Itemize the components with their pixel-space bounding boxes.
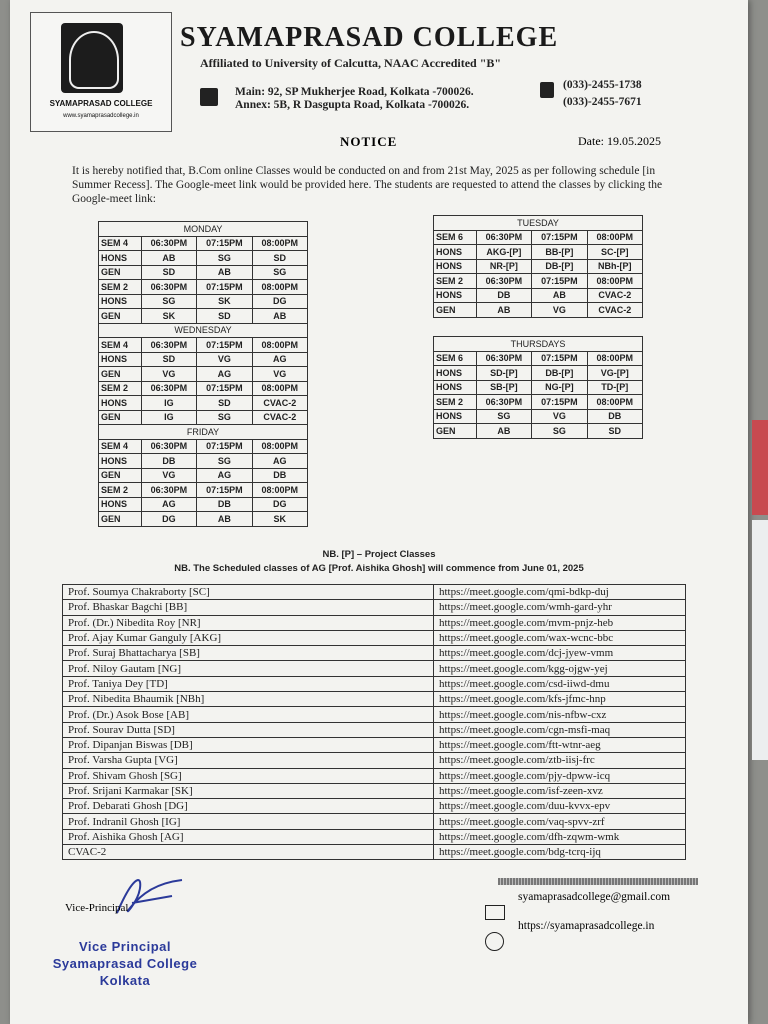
schedule-row [99, 251, 308, 266]
schedule-cell: 08:00PM [252, 236, 307, 251]
professor-name: Prof. Niloy Gautam [NG] [63, 661, 434, 676]
professor-row [63, 814, 686, 829]
professor-name: Prof. Taniya Dey [TD] [63, 676, 434, 691]
notice-date: Date: 19.05.2025 [578, 134, 661, 148]
schedule-cell: AB [141, 251, 196, 266]
row-label: HONS [99, 396, 142, 411]
meet-link[interactable]: https://meet.google.com/bdg-tcrq-ijq [434, 845, 686, 860]
schedule-cell: AB [197, 265, 252, 280]
row-label: SEM 6 [434, 230, 477, 245]
schedule-cell: SG [197, 410, 252, 425]
professor-name: Prof. Debarati Ghosh [DG] [63, 799, 434, 814]
schedule-row [99, 468, 308, 483]
schedule-cell: DG [141, 512, 196, 527]
schedule-left [98, 221, 308, 527]
professor-name: Prof. Bhaskar Bagchi [BB] [63, 600, 434, 615]
professor-row [63, 585, 686, 600]
phone-icon [540, 82, 554, 98]
schedule-cell: DB [252, 468, 307, 483]
schedule-cell: 07:15PM [197, 280, 252, 295]
meet-link[interactable]: https://meet.google.com/dcj-jyew-vmm [434, 646, 686, 661]
schedule-cell: 08:00PM [587, 274, 642, 289]
schedule-cell: AG [252, 454, 307, 469]
schedule-row [99, 381, 308, 396]
schedule-cell: VG [141, 367, 196, 382]
meet-link[interactable]: https://meet.google.com/wmh-gard-yhr [434, 600, 686, 615]
meet-link[interactable]: https://meet.google.com/qmi-bdkp-duj [434, 585, 686, 600]
row-label: SEM 4 [99, 439, 142, 454]
schedule-cell: 06:30PM [141, 236, 196, 251]
schedule-cell: AB [197, 512, 252, 527]
schedule-cell: AG [141, 497, 196, 512]
schedule-cell: 07:15PM [532, 230, 587, 245]
professor-row [63, 753, 686, 768]
meet-link[interactable]: https://meet.google.com/isf-zeen-xvz [434, 783, 686, 798]
schedule-cell: 07:15PM [532, 274, 587, 289]
meet-link[interactable]: https://meet.google.com/cgn-msfi-maq [434, 722, 686, 737]
schedule-cell: SK [197, 294, 252, 309]
schedule-cell: DB-[P] [532, 259, 587, 274]
notice-page [10, 0, 748, 1024]
row-label: GEN [99, 410, 142, 425]
meet-link[interactable]: https://meet.google.com/mvm-pnjz-heb [434, 615, 686, 630]
meet-link[interactable]: https://meet.google.com/dfh-zqwm-wmk [434, 829, 686, 844]
schedule-row [434, 380, 643, 395]
row-label: GEN [99, 309, 142, 324]
schedule-row [99, 309, 308, 324]
professor-row [63, 737, 686, 752]
schedule-row [434, 351, 643, 366]
professor-links [62, 584, 686, 860]
background-edge [752, 420, 768, 515]
row-label: SEM 2 [99, 483, 142, 498]
row-label: GEN [99, 265, 142, 280]
college-email[interactable]: syamaprasadcollege@gmail.com [518, 891, 671, 903]
row-label: HONS [99, 454, 142, 469]
professor-row [63, 707, 686, 722]
schedule-cell: SB-[P] [476, 380, 531, 395]
schedule-row [99, 439, 308, 454]
emblem-icon [61, 23, 123, 93]
professor-name: Prof. Dipanjan Biswas [DB] [63, 737, 434, 752]
schedule-row [434, 424, 643, 439]
row-label: GEN [99, 367, 142, 382]
schedule-row [99, 396, 308, 411]
professor-row [63, 676, 686, 691]
professor-row [63, 600, 686, 615]
professor-name: Prof. Varsha Gupta [VG] [63, 753, 434, 768]
schedule-cell: 08:00PM [587, 230, 642, 245]
phone-1: (033)-2455-1738 [563, 79, 642, 91]
schedule-cell: SK [141, 309, 196, 324]
schedule-row [99, 410, 308, 425]
annex-address: Annex: 5B, R Dasgupta Road, Kolkata -700026. [235, 99, 470, 111]
schedule-row [99, 280, 308, 295]
row-label: HONS [434, 259, 477, 274]
schedule-cell: 07:15PM [532, 351, 587, 366]
professor-row [63, 646, 686, 661]
schedule-cell: SG [532, 424, 587, 439]
location-icon [200, 88, 218, 106]
footer-bar [498, 878, 698, 885]
meet-link[interactable]: https://meet.google.com/pjy-dpww-icq [434, 768, 686, 783]
schedule-row [99, 236, 308, 251]
main-address: Main: 92, SP Mukherjee Road, Kolkata -700026. [235, 86, 474, 98]
schedule-cell: SG [252, 265, 307, 280]
schedule-cell: DB-[P] [532, 366, 587, 381]
professor-name: Prof. Indranil Ghosh [IG] [63, 814, 434, 829]
schedule-cell: SG [141, 294, 196, 309]
row-label: SEM 4 [99, 236, 142, 251]
row-label: HONS [434, 409, 477, 424]
schedule-cell: CVAC-2 [252, 396, 307, 411]
professor-name: Prof. (Dr.) Nibedita Roy [NR] [63, 615, 434, 630]
schedule-cell: AB [252, 309, 307, 324]
schedule-cell: CVAC-2 [587, 288, 642, 303]
schedule-cell: AG [252, 352, 307, 367]
schedule-cell: DB [141, 454, 196, 469]
schedule-row [99, 367, 308, 382]
row-label: SEM 6 [434, 351, 477, 366]
schedule-cell: 07:15PM [197, 338, 252, 353]
schedule-cell: SD [141, 265, 196, 280]
note-project: NB. [P] – Project Classes [322, 549, 436, 560]
professor-row [63, 692, 686, 707]
schedule-cell: DB [587, 409, 642, 424]
professor-name: Prof. Srijani Karmakar [SK] [63, 783, 434, 798]
schedule-cell: DG [252, 497, 307, 512]
schedule-cell: CVAC-2 [252, 410, 307, 425]
professor-name: Prof. Soumya Chakraborty [SC] [63, 585, 434, 600]
professor-row [63, 615, 686, 630]
schedule-cell: 06:30PM [476, 395, 531, 410]
day-header: WEDNESDAY [99, 323, 308, 338]
logo-caption: SYAMAPRASAD COLLEGE [49, 99, 153, 108]
schedule-cell: AKG-[P] [476, 245, 531, 260]
schedule-cell: SD [587, 424, 642, 439]
row-label: GEN [434, 424, 477, 439]
professor-name: Prof. Ajay Kumar Ganguly [AKG] [63, 630, 434, 645]
schedule-row [434, 366, 643, 381]
schedule-cell: VG [197, 352, 252, 367]
schedule-cell: SG [476, 409, 531, 424]
meet-link[interactable]: https://meet.google.com/duu-kvvx-epv [434, 799, 686, 814]
schedule-row [434, 230, 643, 245]
row-label: HONS [434, 366, 477, 381]
row-label: HONS [434, 288, 477, 303]
professor-row [63, 783, 686, 798]
schedule-cell: AB [476, 424, 531, 439]
row-label: SEM 2 [99, 381, 142, 396]
row-label: HONS [99, 497, 142, 512]
row-label: HONS [434, 245, 477, 260]
schedule-cell: VG [532, 303, 587, 318]
schedule-row [99, 483, 308, 498]
schedule-row [434, 395, 643, 410]
schedule-cell: 08:00PM [587, 395, 642, 410]
professor-name: Prof. (Dr.) Asok Bose [AB] [63, 707, 434, 722]
professor-row [63, 829, 686, 844]
schedule-cell: 08:00PM [587, 351, 642, 366]
row-label: SEM 2 [99, 280, 142, 295]
schedule-cell: SD [197, 309, 252, 324]
row-label: HONS [99, 352, 142, 367]
professor-name: Prof. Aishika Ghosh [AG] [63, 829, 434, 844]
row-label: HONS [99, 294, 142, 309]
row-label: SEM 4 [99, 338, 142, 353]
schedule-cell: NBh-[P] [587, 259, 642, 274]
schedule-cell: NR-[P] [476, 259, 531, 274]
schedule-cell: AG [197, 367, 252, 382]
professor-row [63, 845, 686, 860]
schedule-cell: 06:30PM [141, 439, 196, 454]
schedule-cell: AB [532, 288, 587, 303]
row-label: GEN [99, 468, 142, 483]
professor-row [63, 722, 686, 737]
schedule-cell: 08:00PM [252, 338, 307, 353]
schedule-cell: 07:15PM [532, 395, 587, 410]
schedule-cell: BB-[P] [532, 245, 587, 260]
professor-name: Prof. Shivam Ghosh [SG] [63, 768, 434, 783]
schedule-row [434, 303, 643, 318]
professor-row [63, 661, 686, 676]
day-header: THURSDAYS [434, 337, 643, 352]
stamp-line-2: Syamaprasad College [52, 956, 198, 971]
schedule-row [99, 265, 308, 280]
day-header: FRIDAY [99, 425, 308, 440]
schedule-cell: VG-[P] [587, 366, 642, 381]
schedule-cell: 07:15PM [197, 483, 252, 498]
meet-link[interactable]: https://meet.google.com/vaq-spvv-zrf [434, 814, 686, 829]
row-label: HONS [99, 251, 142, 266]
college-logo [30, 12, 172, 132]
schedule-row [99, 294, 308, 309]
schedule-cell: VG [252, 367, 307, 382]
meet-link[interactable]: https://meet.google.com/kfs-jfmc-hnp [434, 692, 686, 707]
row-label: GEN [434, 303, 477, 318]
schedule-cell: SD [141, 352, 196, 367]
schedule-cell: AG [197, 468, 252, 483]
schedule-cell: VG [532, 409, 587, 424]
professor-row [63, 768, 686, 783]
day-header: MONDAY [99, 222, 308, 237]
schedule-cell: SG [197, 454, 252, 469]
schedule-cell: TD-[P] [587, 380, 642, 395]
schedule-cell: 06:30PM [141, 338, 196, 353]
schedule-row [434, 288, 643, 303]
professor-row [63, 630, 686, 645]
schedule-cell: NG-[P] [532, 380, 587, 395]
schedule-cell: 07:15PM [197, 439, 252, 454]
schedule-cell: 06:30PM [141, 280, 196, 295]
professor-name: Prof. Suraj Bhattacharya [SB] [63, 646, 434, 661]
schedule-cell: 06:30PM [476, 274, 531, 289]
schedule-cell: SG [197, 251, 252, 266]
note-ag: NB. The Scheduled classes of AG [Prof. Aishika Ghosh] will commence from June 01, 2025 [174, 563, 584, 574]
professor-name: CVAC-2 [63, 845, 434, 860]
schedule-cell: SC-[P] [587, 245, 642, 260]
college-website[interactable]: https://syamaprasadcollege.in [518, 920, 655, 932]
stamp-line-1: Vice Principal [78, 939, 172, 954]
professor-name: Prof. Sourav Dutta [SD] [63, 722, 434, 737]
schedule-cell: SD [197, 396, 252, 411]
row-label: GEN [99, 512, 142, 527]
row-label: SEM 2 [434, 274, 477, 289]
schedule-cell: DB [476, 288, 531, 303]
mail-icon [485, 905, 505, 920]
signature [102, 868, 192, 928]
affiliation: Affiliated to University of Calcutta, NAAC Accredited "B" [200, 56, 502, 70]
schedule-row [434, 409, 643, 424]
college-name: SYAMAPRASAD COLLEGE [180, 22, 559, 53]
meet-link[interactable]: https://meet.google.com/wax-wcnc-bbc [434, 630, 686, 645]
notice-intro: It is hereby notified that, B.Com online Classes would be conducted on and from 21st May, 2025 as per following schedule [in Summer Recess]. The Google-meet link would be provided here. The students are requested to attend the classes by clicking the Google-meet link: [72, 165, 663, 205]
schedule-row [434, 274, 643, 289]
schedule-row [434, 245, 643, 260]
schedule-cell: 06:30PM [141, 381, 196, 396]
meet-link[interactable]: https://meet.google.com/ftt-wtnr-aeg [434, 737, 686, 752]
schedule-cell: CVAC-2 [587, 303, 642, 318]
row-label: HONS [434, 380, 477, 395]
schedule-row [434, 259, 643, 274]
schedule-cell: SD [252, 251, 307, 266]
meet-link[interactable]: https://meet.google.com/csd-iiwd-dmu [434, 676, 686, 691]
schedule-cell: 06:30PM [476, 230, 531, 245]
meet-link[interactable]: https://meet.google.com/kgg-ojgw-yej [434, 661, 686, 676]
schedule-cell: SD-[P] [476, 366, 531, 381]
schedule-cell: 06:30PM [141, 483, 196, 498]
stamp-line-3: Kolkata [99, 973, 151, 988]
schedule-row [99, 512, 308, 527]
schedule-cell: 08:00PM [252, 381, 307, 396]
schedule-cell: 07:15PM [197, 381, 252, 396]
schedule-cell: DG [252, 294, 307, 309]
schedule-row [99, 497, 308, 512]
schedule-cell: DB [197, 497, 252, 512]
background-edge-lower [752, 520, 768, 760]
schedule-row [99, 454, 308, 469]
schedule-cell: VG [141, 468, 196, 483]
schedule-row [99, 338, 308, 353]
schedule-tuesday [433, 215, 643, 318]
phone-2: (033)-2455-7671 [563, 96, 642, 108]
schedule-cell: 07:15PM [197, 236, 252, 251]
signature-label: Vice-Principal [65, 902, 129, 914]
globe-icon [485, 932, 504, 951]
official-stamp [50, 938, 200, 989]
row-label: SEM 2 [434, 395, 477, 410]
logo-url: www.syamaprasadcollege.in [63, 113, 139, 119]
schedule-cell: 08:00PM [252, 439, 307, 454]
professor-name: Prof. Nibedita Bhaumik [NBh] [63, 692, 434, 707]
professor-row [63, 799, 686, 814]
schedule-row [99, 352, 308, 367]
meet-link[interactable]: https://meet.google.com/nis-nfbw-cxz [434, 707, 686, 722]
meet-link[interactable]: https://meet.google.com/ztb-iisj-frc [434, 753, 686, 768]
schedule-thursday [433, 336, 643, 439]
schedule-cell: IG [141, 396, 196, 411]
schedule-cell: 06:30PM [476, 351, 531, 366]
schedule-cell: SK [252, 512, 307, 527]
day-header: TUESDAY [434, 216, 643, 231]
notice-title: NOTICE [340, 134, 398, 149]
schedule-cell: 08:00PM [252, 280, 307, 295]
schedule-cell: 08:00PM [252, 483, 307, 498]
schedule-cell: IG [141, 410, 196, 425]
schedule-cell: AB [476, 303, 531, 318]
